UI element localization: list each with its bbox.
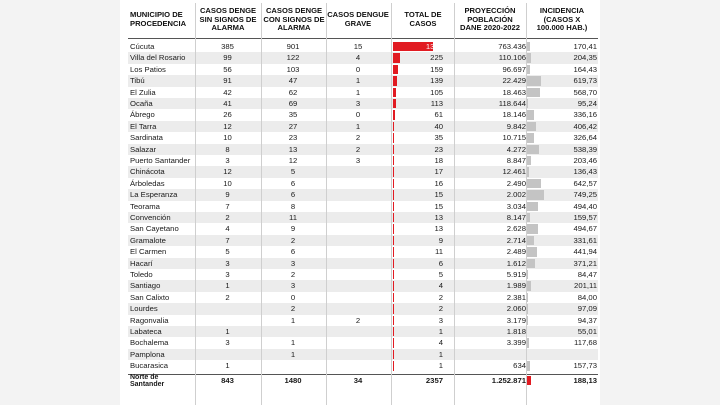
incidencia-cell: 201,11 xyxy=(574,281,597,291)
con-signos-cell: 9 xyxy=(290,224,296,234)
grave-cell xyxy=(328,258,388,269)
column-divider xyxy=(326,3,327,405)
total-cell: 2 xyxy=(438,304,443,314)
incidence-bar xyxy=(526,88,540,97)
incidence-bar xyxy=(526,122,536,131)
poblacion-cell: 634 xyxy=(513,361,526,371)
incidencia-cell: 97,09 xyxy=(577,304,597,314)
poblacion-cell: 3.399 xyxy=(506,338,526,348)
total-bar xyxy=(393,53,400,62)
con-signos-cell: 901 xyxy=(286,42,300,51)
grave-cell xyxy=(328,246,388,257)
total-bar xyxy=(393,247,394,256)
header-rule xyxy=(128,38,598,39)
column-divider xyxy=(261,3,262,405)
municipio-cell: Villa del Rosario xyxy=(130,53,186,63)
total-cell: 1 xyxy=(438,361,443,371)
incidencia-cell: 619,73 xyxy=(573,76,597,86)
sin-signos-cell: 7 xyxy=(225,201,230,211)
poblacion-cell: 1.989 xyxy=(506,281,526,291)
grave-cell: 4 xyxy=(355,53,361,63)
grave-cell: 1 xyxy=(355,76,361,86)
con-signos-cell: 122 xyxy=(286,53,300,63)
total-bar xyxy=(393,304,394,313)
incidencia-cell: 326,64 xyxy=(573,133,597,143)
incidencia-cell: 84,47 xyxy=(577,270,597,279)
poblacion-cell: 22.429 xyxy=(502,76,526,86)
sin-signos-cell: 3 xyxy=(225,258,230,268)
incidence-bar xyxy=(526,247,537,256)
poblacion-cell: 18.146 xyxy=(502,110,526,120)
con-signos-cell: 1 xyxy=(290,315,296,325)
total-cell: 159 xyxy=(430,64,443,74)
total-cell: 105 xyxy=(430,87,443,97)
header-sin-signos: CASOS DENGE SIN SIGNOS DE ALARMA xyxy=(199,6,257,33)
total-bar xyxy=(393,190,394,199)
total-bar xyxy=(393,88,396,97)
incidencia-cell: 136,43 xyxy=(573,167,597,177)
incidence-bar xyxy=(526,202,538,211)
column-divider xyxy=(526,3,527,405)
table-row xyxy=(128,52,598,63)
total-bar xyxy=(393,167,394,176)
incidence-bar xyxy=(526,236,534,245)
total-bar xyxy=(393,281,394,290)
grave-cell xyxy=(328,178,388,189)
total-cell: 2 xyxy=(438,292,443,302)
table-row xyxy=(128,155,598,166)
con-signos-cell: 69 xyxy=(288,99,298,108)
municipio-cell: La Esperanza xyxy=(130,190,178,200)
sin-signos-cell: 10 xyxy=(223,133,232,143)
total-bar xyxy=(393,259,394,268)
total-bar xyxy=(393,350,394,359)
poblacion-cell: 10.715 xyxy=(502,133,526,143)
municipio-cell: El Tarra xyxy=(130,121,157,131)
municipio-cell: Ocaña xyxy=(130,99,153,108)
header-grave: CASOS DENGUE GRAVE xyxy=(327,10,389,28)
con-signos-cell: 11 xyxy=(289,213,297,222)
incidencia-cell: 94,37 xyxy=(577,315,597,325)
total-cell: 16 xyxy=(434,178,443,188)
table-row xyxy=(128,360,598,371)
poblacion-cell: 8.847 xyxy=(506,156,526,165)
municipio-cell: Tibú xyxy=(130,76,145,86)
poblacion-cell: 2.060 xyxy=(506,304,526,314)
con-signos-cell: 2 xyxy=(290,304,296,314)
total-bar xyxy=(393,224,394,233)
total-cell: 40 xyxy=(434,121,443,131)
con-signos-cell xyxy=(264,326,322,337)
incidencia-cell: 441,94 xyxy=(573,247,597,257)
sin-signos-cell: 3 xyxy=(225,270,230,279)
municipio-cell: Ragonvalia xyxy=(130,315,169,325)
incidencia-cell: 336,16 xyxy=(573,110,597,120)
municipio-cell: Árboledas xyxy=(130,178,165,188)
sin-signos-cell: 2 xyxy=(225,213,230,222)
incidence-bar xyxy=(526,110,534,119)
incidencia-cell: 204,35 xyxy=(573,53,597,63)
municipio-cell: Convención xyxy=(130,213,171,222)
total-cell: 113 xyxy=(430,99,443,108)
incidence-bar xyxy=(526,190,544,199)
incidencia-cell: 95,24 xyxy=(577,99,597,108)
total-cell: 17 xyxy=(434,167,443,177)
poblacion-cell: 5.919 xyxy=(506,270,526,279)
sin-signos-cell: 41 xyxy=(223,99,232,108)
municipio-cell: Pamplona xyxy=(130,349,165,359)
sin-signos-cell: 1 xyxy=(225,361,230,371)
sin-signos-cell xyxy=(200,315,255,326)
con-signos-cell: 8 xyxy=(290,201,296,211)
total-bar xyxy=(393,316,394,325)
table-row xyxy=(128,303,598,314)
con-signos-cell: 12 xyxy=(288,156,298,165)
total-bar xyxy=(393,99,396,108)
incidencia-cell: 117,68 xyxy=(574,338,597,348)
municipio-cell: Hacarí xyxy=(130,258,153,268)
poblacion-cell: 1.612 xyxy=(506,258,526,268)
municipio-cell: El Carmen xyxy=(130,247,167,257)
table-row xyxy=(128,349,598,360)
poblacion-cell: 12.461 xyxy=(502,167,526,177)
totals-sin-signos: 843 xyxy=(221,375,234,385)
grave-cell xyxy=(328,360,388,371)
sin-signos-cell xyxy=(200,349,255,360)
sin-signos-cell: 10 xyxy=(223,178,232,188)
total-cell: 3 xyxy=(438,315,443,325)
total-cell: 11 xyxy=(435,247,443,257)
incidencia-cell xyxy=(545,349,597,360)
municipio-cell: Los Patios xyxy=(130,64,166,74)
table-row xyxy=(128,87,598,98)
grave-cell xyxy=(328,189,388,200)
total-bar xyxy=(393,76,397,85)
municipio-cell: Teorama xyxy=(130,201,160,211)
grave-cell xyxy=(328,280,388,291)
grave-cell: 2 xyxy=(355,144,361,154)
grave-cell: 1 xyxy=(355,121,361,131)
municipio-cell: Sardinata xyxy=(130,133,163,143)
grave-cell xyxy=(328,235,388,246)
header-total: TOTAL DE CASOS xyxy=(404,10,442,28)
municipio-cell: Bochalema xyxy=(130,338,169,348)
con-signos-cell: 6 xyxy=(290,190,296,200)
incidence-bar xyxy=(526,76,541,85)
totals-total: 2357 xyxy=(425,375,443,385)
total-bar xyxy=(393,122,394,131)
grave-cell: 3 xyxy=(355,156,361,165)
poblacion-cell: 96.697 xyxy=(502,64,526,74)
municipio-cell: Toledo xyxy=(130,270,153,279)
municipio-cell: Ábrego xyxy=(130,110,155,120)
municipio-cell: Bucarasica xyxy=(130,361,169,371)
totals-incidencia: 188,13 xyxy=(573,375,597,385)
incidence-bar xyxy=(526,224,538,233)
total-bar xyxy=(393,202,394,211)
con-signos-cell: 47 xyxy=(288,76,298,86)
table-row xyxy=(128,109,598,120)
table-row xyxy=(128,41,598,52)
poblacion-cell: 8.147 xyxy=(506,213,526,222)
total-bar xyxy=(393,110,395,119)
incidence-bar xyxy=(526,133,534,142)
poblacion-cell: 3.034 xyxy=(506,201,526,211)
table-row xyxy=(128,121,598,132)
totals-label: Norte de Santander xyxy=(130,373,165,388)
total-cell: 6 xyxy=(438,258,443,268)
sin-signos-cell: 8 xyxy=(225,144,230,154)
table-row xyxy=(128,166,598,177)
sin-signos-cell: 1 xyxy=(225,327,230,336)
table-row xyxy=(128,144,598,155)
sin-signos-cell: 385 xyxy=(221,42,234,51)
total-cell: 15 xyxy=(434,190,443,200)
table-row xyxy=(128,258,598,269)
sin-signos-cell: 9 xyxy=(225,190,230,200)
poblacion-cell xyxy=(459,349,526,360)
incidencia-cell: 170,41 xyxy=(573,42,597,51)
total-bar xyxy=(393,213,394,222)
incidencia-cell: 157,73 xyxy=(573,361,597,371)
incidence-bar xyxy=(526,259,535,268)
total-cell: 61 xyxy=(434,110,443,120)
sin-signos-cell: 12 xyxy=(223,167,232,177)
poblacion-cell: 2.714 xyxy=(506,235,526,245)
header-poblacion: PROYECCIÓN POBLACIÓN DANE 2020-2022 xyxy=(460,6,520,33)
total-bar xyxy=(393,236,394,245)
total-bar xyxy=(393,293,394,302)
municipio-cell: Cúcuta xyxy=(130,42,155,51)
header-incidencia: INCIDENCIA (CASOS X 100.000 HAB.) xyxy=(536,6,588,33)
poblacion-cell: 2.002 xyxy=(506,190,526,200)
poblacion-cell: 110.106 xyxy=(498,53,526,63)
total-bar xyxy=(393,338,394,347)
incidencia-cell: 203,46 xyxy=(573,156,597,165)
total-bar xyxy=(393,156,394,165)
grave-cell xyxy=(328,166,388,177)
sin-signos-cell xyxy=(200,303,255,314)
con-signos-cell: 3 xyxy=(290,258,296,268)
header-municipio: MUNICIPIO DE PROCEDENCIA xyxy=(130,10,187,28)
table-row xyxy=(128,326,598,337)
table-row xyxy=(128,178,598,189)
table-row xyxy=(128,337,598,348)
table-row xyxy=(128,235,598,246)
grave-cell: 2 xyxy=(355,315,361,325)
total-cell: 4 xyxy=(438,281,443,291)
total-bar xyxy=(393,270,394,279)
municipio-cell: San Cayetano xyxy=(130,224,179,234)
total-cell: 18 xyxy=(434,156,443,165)
total-cell: 225 xyxy=(430,53,443,63)
sin-signos-cell: 99 xyxy=(223,53,232,63)
grave-cell xyxy=(328,269,388,280)
sin-signos-cell: 3 xyxy=(225,156,230,165)
grave-cell: 3 xyxy=(355,99,361,108)
con-signos-cell: 1 xyxy=(290,338,296,348)
incidencia-cell: 749,25 xyxy=(573,190,597,200)
con-signos-cell: 13 xyxy=(288,144,298,154)
con-signos-cell: 0 xyxy=(290,292,296,302)
municipio-cell: Lourdes xyxy=(130,304,158,314)
header-con-signos: CASOS DENGE CON SIGNOS DE ALARMA xyxy=(263,6,325,33)
total-cell: 4 xyxy=(438,338,443,348)
total-cell: 1 xyxy=(438,327,443,336)
poblacion-cell: 9.842 xyxy=(506,121,526,131)
table-row xyxy=(128,75,598,86)
grave-cell xyxy=(328,201,388,212)
sin-signos-cell: 26 xyxy=(223,110,232,120)
con-signos-cell: 23 xyxy=(288,133,298,143)
table-row xyxy=(128,98,598,109)
table-row xyxy=(128,280,598,291)
grave-cell xyxy=(328,292,388,303)
con-signos-cell: 6 xyxy=(290,247,296,257)
incidencia-cell: 331,61 xyxy=(573,235,597,245)
municipio-cell: Salazar xyxy=(130,144,157,154)
poblacion-cell: 2.628 xyxy=(506,224,526,234)
incidencia-cell: 371,21 xyxy=(573,258,597,268)
total-cell: 5 xyxy=(438,270,443,279)
incidencia-cell: 494,67 xyxy=(573,224,597,234)
total-cell: 15 xyxy=(434,201,443,211)
incidencia-cell: 538,39 xyxy=(573,144,597,154)
con-signos-cell: 3 xyxy=(290,281,296,291)
municipio-cell: Gramalote xyxy=(130,235,166,245)
total-bar xyxy=(393,65,398,74)
total-bar xyxy=(393,145,394,154)
table-row xyxy=(128,315,598,326)
total-cell: 1 xyxy=(438,349,443,359)
incidencia-cell: 494,40 xyxy=(573,201,597,211)
incidencia-cell: 642,57 xyxy=(573,178,597,188)
grave-cell xyxy=(328,212,388,223)
poblacion-cell: 763.436 xyxy=(498,42,526,51)
con-signos-cell: 2 xyxy=(290,235,296,245)
total-cell: 139 xyxy=(430,76,443,86)
column-divider xyxy=(391,3,392,405)
poblacion-cell: 1.818 xyxy=(506,327,526,336)
con-signos-cell: 2 xyxy=(290,270,296,279)
grave-cell xyxy=(328,223,388,234)
total-cell: 1301 xyxy=(425,42,443,51)
poblacion-cell: 3.179 xyxy=(506,315,526,325)
totals-poblacion: 1.252.871 xyxy=(491,375,526,385)
municipio-cell: San Calixto xyxy=(130,292,170,302)
table-row xyxy=(128,269,598,280)
grave-cell: 0 xyxy=(355,64,361,74)
totals-con-signos: 1480 xyxy=(284,375,302,385)
column-divider xyxy=(195,3,196,405)
sin-signos-cell: 5 xyxy=(225,247,230,257)
incidencia-cell: 568,70 xyxy=(573,87,597,97)
municipio-cell: Labateca xyxy=(130,327,162,336)
incidence-bar xyxy=(526,179,541,188)
poblacion-cell: 2.490 xyxy=(506,178,526,188)
poblacion-cell: 18.463 xyxy=(502,87,526,97)
grave-cell: 0 xyxy=(355,110,361,120)
con-signos-cell: 62 xyxy=(288,87,298,97)
sin-signos-cell: 42 xyxy=(223,87,232,97)
total-cell: 13 xyxy=(434,224,443,234)
grave-cell: 1 xyxy=(355,87,361,97)
con-signos-cell: 103 xyxy=(286,64,300,74)
con-signos-cell xyxy=(264,360,322,371)
total-bar xyxy=(393,327,394,336)
totals-row xyxy=(128,374,598,386)
grave-cell xyxy=(328,349,388,360)
sin-signos-cell: 12 xyxy=(223,121,232,131)
total-cell: 23 xyxy=(434,144,443,154)
incidencia-cell: 55,01 xyxy=(577,327,597,336)
con-signos-cell: 27 xyxy=(288,121,298,131)
poblacion-cell: 2.489 xyxy=(506,247,526,257)
sin-signos-cell: 91 xyxy=(223,76,232,86)
total-cell: 35 xyxy=(434,133,443,143)
incidencia-cell: 164,43 xyxy=(573,64,597,74)
total-cell: 13 xyxy=(434,213,443,222)
municipio-cell: Chinácota xyxy=(130,167,165,177)
table-row xyxy=(128,201,598,212)
municipio-cell: Santiago xyxy=(130,281,161,291)
incidencia-cell: 159,57 xyxy=(573,213,597,222)
table-row xyxy=(128,64,598,75)
table-row xyxy=(128,212,598,223)
grave-cell: 2 xyxy=(355,133,361,143)
sin-signos-cell: 7 xyxy=(225,235,230,245)
grave-cell xyxy=(328,326,388,337)
table-row xyxy=(128,189,598,200)
municipio-cell: El Zulia xyxy=(130,87,156,97)
total-bar xyxy=(393,179,394,188)
table-row xyxy=(128,246,598,257)
sin-signos-cell: 4 xyxy=(225,224,230,234)
incidence-bar xyxy=(526,145,539,154)
municipio-cell: Puerto Santander xyxy=(130,156,191,165)
con-signos-cell: 1 xyxy=(290,349,296,359)
total-cell: 9 xyxy=(438,235,443,245)
con-signos-cell: 5 xyxy=(290,167,296,177)
table-row xyxy=(128,132,598,143)
sin-signos-cell: 2 xyxy=(225,292,230,302)
table-row xyxy=(128,223,598,234)
poblacion-cell: 4.272 xyxy=(506,144,526,154)
total-bar xyxy=(393,133,394,142)
con-signos-cell: 6 xyxy=(290,178,296,188)
sin-signos-cell: 1 xyxy=(225,281,230,291)
grave-cell xyxy=(328,303,388,314)
incidencia-cell: 84,00 xyxy=(577,292,597,302)
sin-signos-cell: 3 xyxy=(225,338,230,348)
column-divider xyxy=(454,3,455,405)
poblacion-cell: 2.381 xyxy=(506,292,526,302)
totals-grave: 34 xyxy=(353,375,363,385)
grave-cell xyxy=(328,337,388,348)
table-row xyxy=(128,292,598,303)
con-signos-cell: 35 xyxy=(288,110,298,120)
poblacion-cell: 118.644 xyxy=(498,99,526,108)
sin-signos-cell: 56 xyxy=(223,64,232,74)
total-bar xyxy=(393,361,394,370)
grave-cell: 15 xyxy=(353,42,363,51)
incidencia-cell: 406,42 xyxy=(573,121,597,131)
